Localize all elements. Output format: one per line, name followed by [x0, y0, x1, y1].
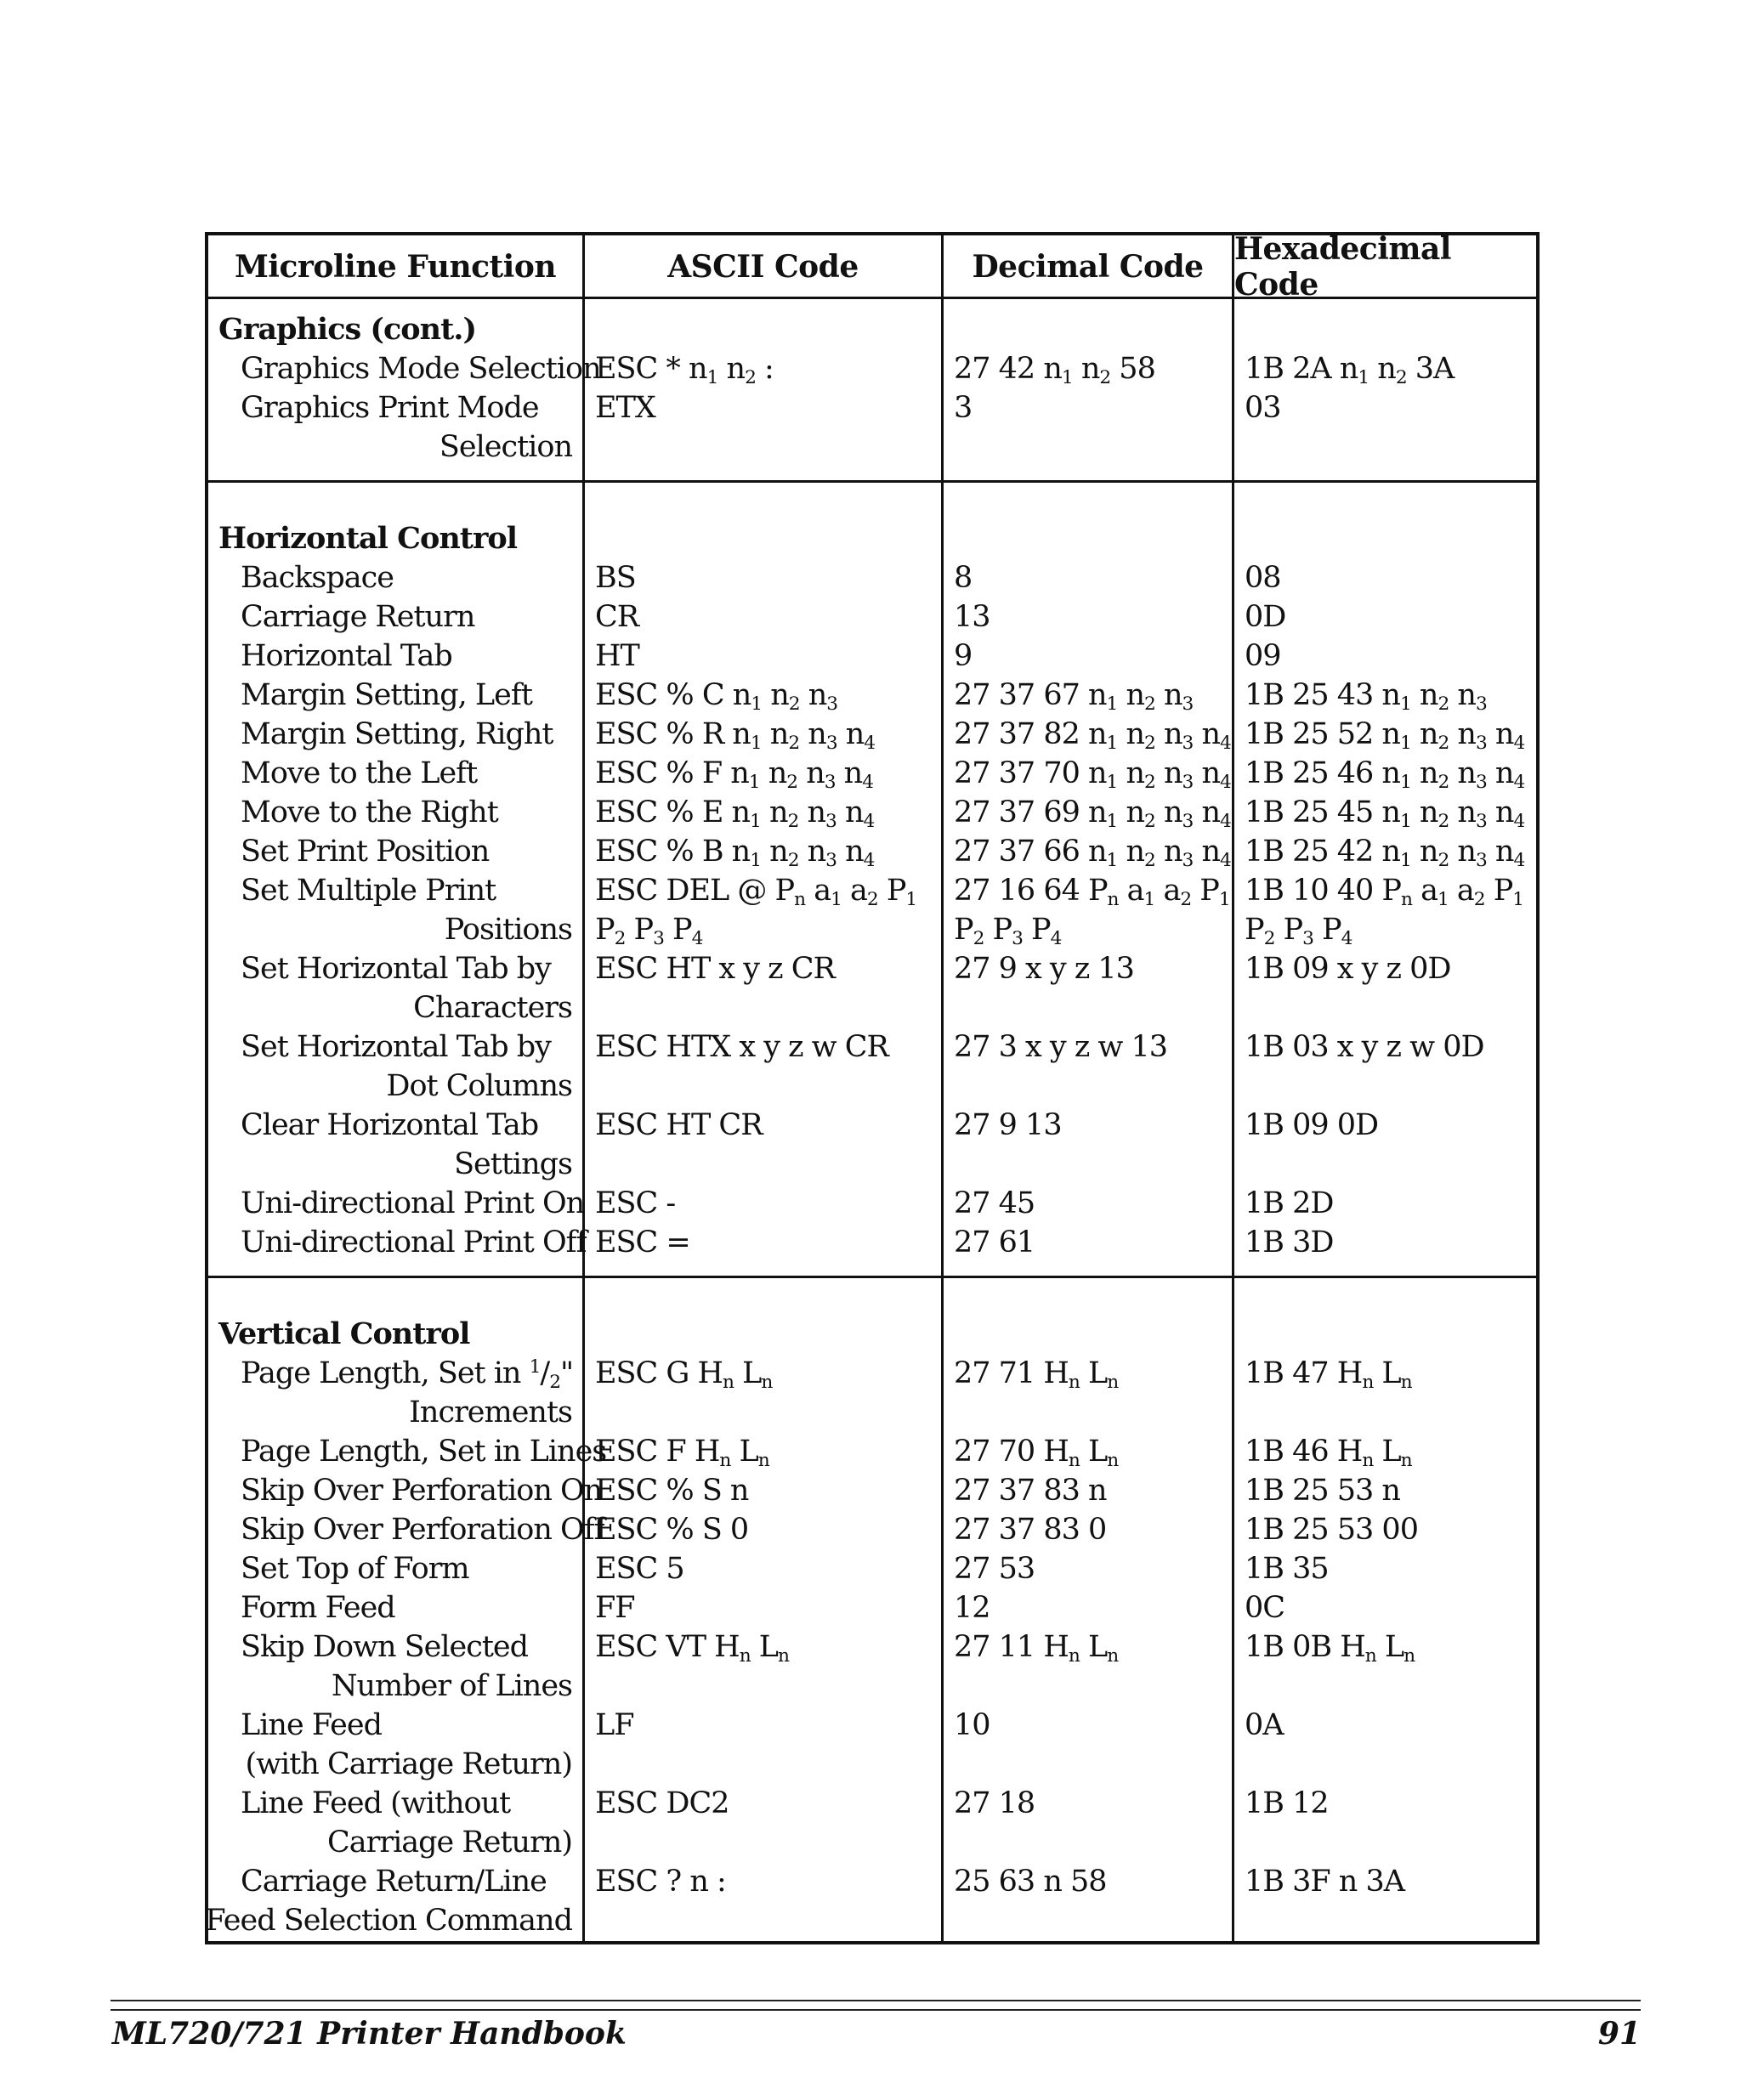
function-name: Form Feed: [241, 1591, 395, 1625]
footer-rule: [111, 2000, 1641, 2001]
function-name: Skip Over Perforation On: [241, 1474, 603, 1508]
decimal-code: 3: [954, 391, 973, 425]
ascii-code: ESC VT $H_n$ $L_n$: [595, 1630, 790, 1667]
hex-code: 1B 25 53 n: [1245, 1474, 1400, 1508]
decimal-code: 27 53: [954, 1552, 1035, 1586]
ascii-code: ESC 5: [595, 1552, 684, 1586]
hex-code: 1B 25 45 $n_1$ $n_2$ $n_3$ $n_4$: [1245, 795, 1525, 833]
ascii-code: ESC HT x y z CR: [595, 952, 835, 986]
decimal-code: 27 71 $H_n$ $L_n$: [954, 1356, 1119, 1394]
function-name: Uni-directional Print Off: [241, 1225, 587, 1259]
ascii-code: LF: [595, 1708, 634, 1742]
ascii-code: ESC % B $n_1$ $n_2$ $n_3$ $n_4$: [595, 835, 875, 872]
decimal-code: 12: [954, 1591, 990, 1625]
decimal-code: 27 42 $n_1$ $n_2$ 58: [954, 352, 1155, 389]
command-table: [205, 232, 1540, 1944]
function-name-continued: Feed Selection Command: [205, 1904, 572, 1938]
ascii-code: $P_2$ $P_3$ $P_4$: [595, 913, 703, 950]
hex-code: 09: [1245, 639, 1281, 673]
function-name: Line Feed: [241, 1708, 383, 1742]
function-name: Graphics Mode Selection: [241, 352, 601, 386]
section-title: Graphics (cont.): [218, 312, 476, 347]
function-name-continued: Carriage Return): [326, 1825, 572, 1859]
decimal-code: 27 16 64 $P_n$ $a_1$ $a_2$ $P_1$: [954, 874, 1230, 911]
hex-code: 1B 03 x y z w 0D: [1245, 1030, 1484, 1064]
page-number: 91: [1597, 2016, 1641, 2052]
function-name-continued: Increments: [409, 1395, 572, 1429]
function-name: Set Top of Form: [241, 1552, 469, 1586]
decimal-code: 8: [954, 561, 973, 595]
function-name-continued: Positions: [444, 913, 572, 947]
ascii-code: ESC DEL @ $P_n$ $a_1$ $a_2$ $P_1$: [595, 874, 917, 911]
decimal-code: 27 45: [954, 1186, 1035, 1220]
decimal-code: 27 37 67 $n_1$ $n_2$ $n_3$: [954, 678, 1194, 716]
decimal-code: 27 18: [954, 1786, 1035, 1820]
decimal-code: 27 3 x y z w 13: [954, 1030, 1168, 1064]
footer-rule: [111, 2009, 1641, 2011]
ascii-code: ESC % F $n_1$ $n_2$ $n_3$ $n_4$: [595, 756, 874, 794]
ascii-code: ESC HTX x y z w CR: [595, 1030, 888, 1064]
column-divider: [941, 235, 944, 1941]
hex-code: 1B 09 0D: [1245, 1108, 1379, 1142]
decimal-code: $P_2$ $P_3$ $P_4$: [954, 913, 1062, 950]
hex-code: 0A: [1245, 1708, 1284, 1742]
function-name: Skip Down Selected: [241, 1630, 529, 1664]
header-function: Microline Function: [234, 249, 557, 285]
function-name-continued: Dot Columns: [386, 1069, 572, 1103]
hex-code: 1B 0B $H_n$ $L_n$: [1245, 1630, 1415, 1667]
ascii-code: ESC ? n :: [595, 1865, 726, 1899]
ascii-code: ESC -: [595, 1186, 676, 1220]
ascii-code: ESC % E $n_1$ $n_2$ $n_3$ $n_4$: [595, 795, 875, 833]
function-name-continued: (with Carriage Return): [245, 1747, 572, 1781]
decimal-code: 27 9 x y z 13: [954, 952, 1134, 986]
hex-code: 1B 47 $H_n$ $L_n$: [1245, 1356, 1412, 1394]
decimal-code: 10: [954, 1708, 990, 1742]
ascii-code: ETX: [595, 391, 655, 425]
hex-code: 03: [1245, 391, 1281, 425]
decimal-code: 27 9 13: [954, 1108, 1062, 1142]
function-name-continued: Characters: [413, 991, 572, 1025]
decimal-code: 27 11 $H_n$ $L_n$: [954, 1630, 1119, 1667]
hex-code: $P_2$ $P_3$ $P_4$: [1245, 913, 1353, 950]
column-divider: [582, 235, 585, 1941]
function-name: Backspace: [241, 561, 394, 595]
hex-code: 1B 25 46 $n_1$ $n_2$ $n_3$ $n_4$: [1245, 756, 1525, 794]
hex-code: 08: [1245, 561, 1281, 595]
ascii-code: FF: [595, 1591, 635, 1625]
footer-title: ML720/721 Printer Handbook: [112, 2016, 627, 2052]
decimal-code: 25 63 n 58: [954, 1865, 1107, 1899]
function-name: Page Length, Set in Lines: [241, 1435, 607, 1469]
function-name-continued: Selection: [439, 430, 572, 464]
function-name: Carriage Return/Line: [241, 1865, 547, 1899]
ascii-code: ESC G $H_n$ $L_n$: [595, 1356, 773, 1394]
function-name: Carriage Return: [241, 600, 475, 634]
decimal-code: 13: [954, 600, 990, 634]
decimal-code: 27 37 82 $n_1$ $n_2$ $n_3$ $n_4$: [954, 717, 1231, 755]
function-name: Set Multiple Print: [241, 874, 496, 908]
function-name: Line Feed (without: [241, 1786, 511, 1820]
function-name: Set Horizontal Tab by: [241, 1030, 551, 1064]
decimal-code: 9: [954, 639, 973, 673]
hex-code: 1B 3F n 3A: [1245, 1865, 1405, 1899]
column-divider: [1232, 235, 1234, 1941]
ascii-code: ESC % S 0: [595, 1513, 749, 1547]
ascii-code: ESC % R $n_1$ $n_2$ $n_3$ $n_4$: [595, 717, 876, 755]
hex-code: 1B 35: [1245, 1552, 1329, 1586]
hex-code: 1B 12: [1245, 1786, 1329, 1820]
ascii-code: HT: [595, 639, 639, 673]
hex-code: 1B 3D: [1245, 1225, 1334, 1259]
hex-code: 1B 09 x y z 0D: [1245, 952, 1451, 986]
ascii-code: ESC HT CR: [595, 1108, 763, 1142]
decimal-code: 27 37 83 n: [954, 1474, 1107, 1508]
function-name: Margin Setting, Left: [241, 678, 532, 712]
function-name: Set Print Position: [241, 835, 490, 869]
hex-code: 0D: [1245, 600, 1286, 634]
function-name-continued: Settings: [454, 1147, 572, 1181]
ascii-code: ESC % S n: [595, 1474, 749, 1508]
section-title: Horizontal Control: [218, 521, 518, 556]
function-name: Margin Setting, Right: [241, 717, 553, 751]
header-decimal: Decimal Code: [972, 249, 1204, 285]
ascii-code: ESC F $H_n$ $L_n$: [595, 1435, 769, 1472]
decimal-code: 27 37 70 $n_1$ $n_2$ $n_3$ $n_4$: [954, 756, 1231, 794]
ascii-code: ESC DC2: [595, 1786, 729, 1820]
hex-code: 1B 25 43 $n_1$ $n_2$ $n_3$: [1245, 678, 1487, 716]
ascii-code: ESC =: [595, 1225, 690, 1259]
ascii-code: BS: [595, 561, 636, 595]
function-name: Set Horizontal Tab by: [241, 952, 551, 986]
decimal-code: 27 61: [954, 1225, 1035, 1259]
hex-code: 1B 10 40 $P_n$ $a_1$ $a_2$ $P_1$: [1245, 874, 1524, 911]
function-name: Clear Horizontal Tab: [241, 1108, 539, 1142]
hex-code: 1B 25 53 00: [1245, 1513, 1418, 1547]
section-divider: [208, 480, 1536, 483]
ascii-code: CR: [595, 600, 639, 634]
decimal-code: 27 70 $H_n$ $L_n$: [954, 1435, 1119, 1472]
function-name: Uni-directional Print On: [241, 1186, 585, 1220]
hex-code: 1B 2D: [1245, 1186, 1334, 1220]
function-name: Move to the Left: [241, 756, 478, 790]
header-hex: Hexadecimal Code: [1234, 231, 1451, 303]
decimal-code: 27 37 83 0: [954, 1513, 1107, 1547]
decimal-code: 27 37 69 $n_1$ $n_2$ $n_3$ $n_4$: [954, 795, 1231, 833]
function-name-continued: Number of Lines: [331, 1669, 572, 1703]
section-divider: [208, 1276, 1536, 1278]
hex-code: 1B 25 52 $n_1$ $n_2$ $n_3$ $n_4$: [1245, 717, 1525, 755]
function-name: Graphics Print Mode: [241, 391, 539, 425]
decimal-code: 27 37 66 $n_1$ $n_2$ $n_3$ $n_4$: [954, 835, 1231, 872]
hex-code: 1B 25 42 $n_1$ $n_2$ $n_3$ $n_4$: [1245, 835, 1525, 872]
section-title: Vertical Control: [218, 1316, 470, 1351]
hex-code: 1B 46 $H_n$ $L_n$: [1245, 1435, 1412, 1472]
function-name: Page Length, Set in $^1/_2$": [241, 1356, 574, 1394]
function-name: Skip Over Perforation Off: [241, 1513, 604, 1547]
header-ascii: ASCII Code: [667, 249, 859, 285]
hex-code: 1B 2A $n_1$ $n_2$ 3A: [1245, 352, 1455, 389]
function-name: Move to the Right: [241, 795, 498, 829]
hex-code: 0C: [1245, 1591, 1285, 1625]
function-name: Horizontal Tab: [241, 639, 452, 673]
ascii-code: ESC * $n_1$ $n_2$ :: [595, 352, 774, 389]
ascii-code: ESC % C $n_1$ $n_2$ $n_3$: [595, 678, 838, 716]
